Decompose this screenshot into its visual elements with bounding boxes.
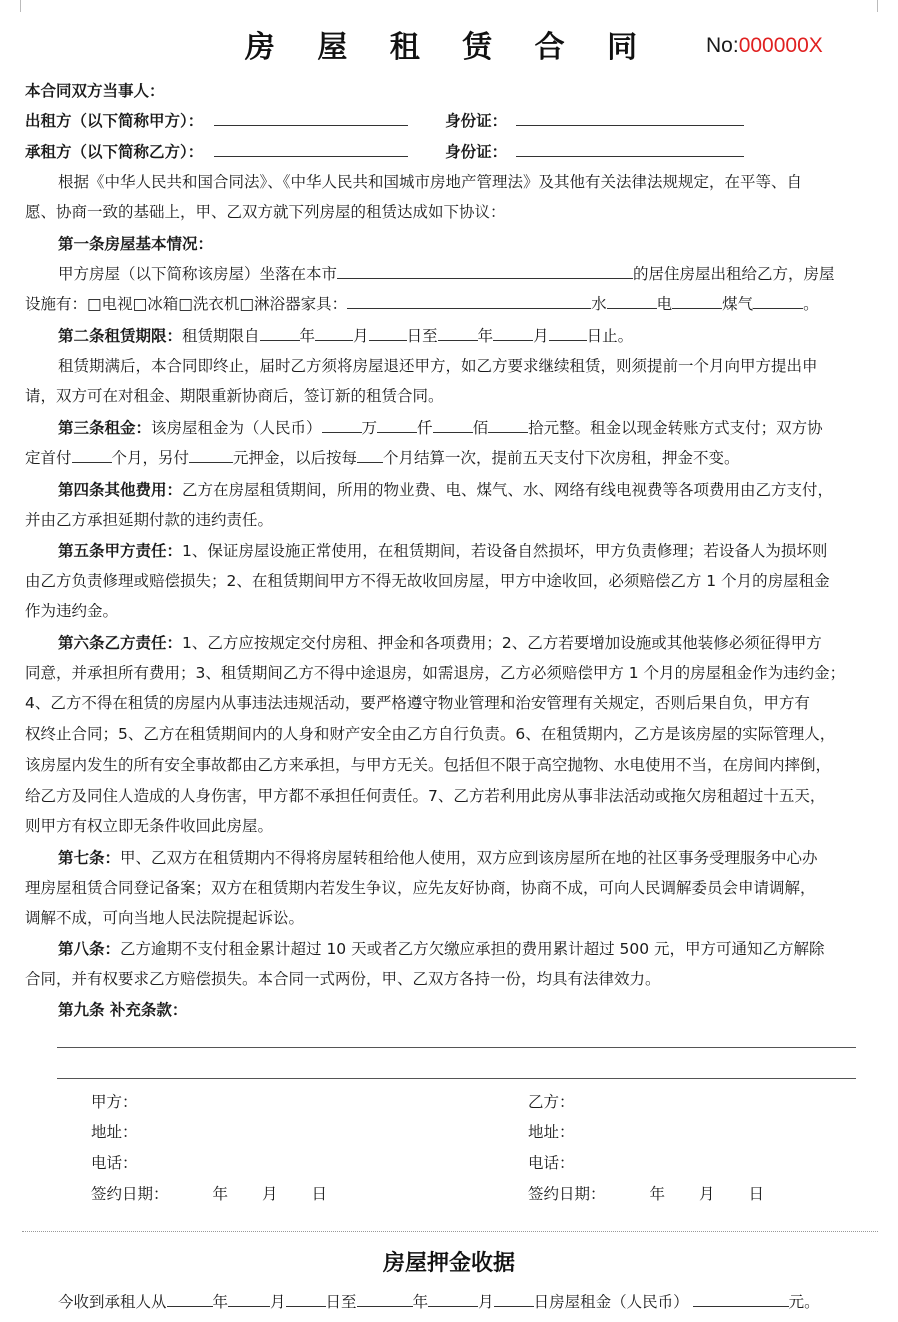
receipt-start-month-blank[interactable] <box>228 1292 270 1307</box>
cut-line <box>22 1231 878 1232</box>
supplement-blank-line[interactable] <box>57 1078 856 1079</box>
party-b-date-row <box>528 1184 764 1204</box>
article6-line: 权终止合同；5、乙方在租赁期间内的人身和财产安全由乙方自行负责。6、在租赁期内，乙方是该房屋的实际管理人， <box>25 725 836 743</box>
article6-line: 4、乙方不得在租赁的房屋内从事违法违规活动，要严格遵守物业管理和治安管理有关规定，否则后果自负，甲方有 <box>25 694 810 712</box>
month-label: 月 <box>533 327 549 345</box>
end-year-blank[interactable] <box>438 326 478 341</box>
year-label: 年 <box>649 1185 666 1203</box>
party-a-label: 甲方： <box>91 1093 138 1111</box>
receipt-title: 房屋押金收据 <box>382 1251 515 1276</box>
article1-text: 甲方房屋（以下简称该房屋）坐落在本市 <box>58 265 338 283</box>
lessor-label: 出租方（以下简称甲方）： <box>25 112 204 130</box>
start-month-blank[interactable] <box>315 326 353 341</box>
article6-line: 则甲方有权立即无条件收回此房屋。 <box>25 817 274 835</box>
qian-label: 仟 <box>417 419 433 437</box>
party-b-address-label: 地址： <box>528 1123 575 1141</box>
article3-text: 拾元整。租金以现金转账方式支付；双方协 <box>528 419 823 437</box>
article6-text: 1、乙方应按规定交付房租、押金和各项费用；2、乙方若要增加设施或其他装修必须征得甲方 <box>182 634 822 652</box>
article7-line: 调解不成，可向当地人民法院提起诉讼。 <box>25 909 305 927</box>
article3-text: 个月结算一次，提前五天支付下次房租，押金不变。 <box>383 449 740 467</box>
article5-line: 作为违约金。 <box>25 602 119 620</box>
article6-line: 给乙方及同住人造成的人身伤害，甲方都不承担任何责任。7、乙方若利用此房从事非法活动或拖欠房租超过十五天， <box>25 787 826 805</box>
article6-line <box>58 633 822 653</box>
wan-label: 万 <box>361 419 378 437</box>
receipt-text: 今收到承租人从 <box>58 1293 167 1311</box>
month-label: 月 <box>478 1293 494 1311</box>
start-day-blank[interactable] <box>369 326 407 341</box>
wan-blank[interactable] <box>322 418 362 433</box>
parties-heading: 本合同双方当事人： <box>25 82 165 100</box>
facilities-text: 设施有：□电视□冰箱□洗衣机□淋浴器家具： <box>25 295 348 313</box>
article2-text: 租赁期限自 <box>182 327 260 345</box>
contract-number <box>706 34 823 58</box>
month-label: 月 <box>353 327 369 345</box>
lessee-id-label: 身份证： <box>445 143 508 161</box>
document-title: 房 屋 租 赁 合 同 <box>244 30 654 65</box>
receipt-start-year-blank[interactable] <box>167 1292 213 1307</box>
receipt-end-month-blank[interactable] <box>428 1292 478 1307</box>
supplement-blank-line[interactable] <box>57 1047 856 1048</box>
party-b-phone-label: 电话： <box>528 1154 575 1172</box>
receipt-end: 元。 <box>788 1293 820 1311</box>
deposit-blank[interactable] <box>189 448 233 463</box>
article6-line: 该房屋内发生的所有安全事故都由乙方来承担，与甲方无关。包括但不限于高空抛物、水电使用不当，在房间内摔倒， <box>25 756 832 774</box>
day-label: 日 <box>311 1185 328 1203</box>
day-label: 日 <box>748 1185 765 1203</box>
first-payment-blank[interactable] <box>72 448 112 463</box>
start-year-blank[interactable] <box>260 326 300 341</box>
article1-heading: 第一条房屋基本情况： <box>58 235 214 253</box>
article8-line <box>58 939 825 959</box>
crop-mark <box>877 0 896 12</box>
month-label: 月 <box>270 1293 286 1311</box>
article7-text: 甲、乙双方在租赁期内不得将房屋转租给他人使用，双方应到该房屋所在地的社区事务受理服务中心办 <box>120 849 818 867</box>
receipt-end-year-blank[interactable] <box>357 1292 413 1307</box>
article3-line <box>58 418 823 438</box>
lessor-id-label: 身份证： <box>445 112 508 130</box>
water-blank[interactable] <box>607 294 657 309</box>
month-label: 月 <box>699 1185 715 1203</box>
article2-heading: 第二条租赁期限： <box>58 327 183 345</box>
qian-blank[interactable] <box>377 418 417 433</box>
lessee-id-blank[interactable] <box>516 142 744 157</box>
electric-blank[interactable] <box>672 294 722 309</box>
article8-heading: 第八条： <box>58 940 121 958</box>
article5-line: 由乙方负责修理或赔偿损失；2、在租赁期间甲方不得无故收回房屋，甲方中途收回，必须赔偿乙方 1 个月的房屋租金 <box>25 572 830 590</box>
article1-line <box>58 264 835 284</box>
article3-text: 该房屋租金为（人民币） <box>151 419 322 437</box>
end-month-blank[interactable] <box>493 326 533 341</box>
gas-blank[interactable] <box>753 294 803 309</box>
article7-line <box>58 848 818 868</box>
year-label: 年 <box>412 1293 429 1311</box>
date-label: 签约日期： <box>91 1185 169 1203</box>
day-to-label: 日至 <box>325 1293 357 1311</box>
article1-line <box>25 294 819 314</box>
receipt-amount-blank[interactable] <box>693 1292 789 1307</box>
article8-line: 合同，并有权要求乙方赔偿损失。本合同一式两份，甲、乙双方各持一份，均具有法律效力。 <box>25 970 661 988</box>
contract-number-value: 000000X <box>738 34 823 57</box>
day-to-label: 日至 <box>406 327 438 345</box>
receipt-start-day-blank[interactable] <box>286 1292 326 1307</box>
article2-line: 请，双方可在对租金、期限重新协商后，签订新的租赁合同。 <box>25 387 444 405</box>
furniture-blank[interactable] <box>347 294 591 309</box>
electric-label: 电 <box>656 295 673 313</box>
receipt-line <box>58 1292 820 1312</box>
bai-label: 佰 <box>472 419 489 437</box>
year-label: 年 <box>299 327 316 345</box>
lessor-name-blank[interactable] <box>214 111 408 126</box>
article8-text: 乙方逾期不支付租金累计超过 10 天或者乙方欠缴应承担的费用累计超过 500 元，甲方可通知乙方解除 <box>120 940 825 958</box>
article9-heading: 第九条 补充条款： <box>58 1001 188 1019</box>
article3-text: 个月，另付 <box>111 449 190 467</box>
day-end-label: 日止。 <box>586 327 634 345</box>
lessee-name-blank[interactable] <box>214 142 408 157</box>
lessor-row <box>25 111 744 131</box>
lessee-row <box>25 142 744 162</box>
gas-label: 煤气 <box>722 295 754 313</box>
cycle-blank[interactable] <box>357 448 383 463</box>
year-label: 年 <box>212 1185 229 1203</box>
receipt-text: 日房屋租金（人民币） <box>533 1293 689 1311</box>
shi-blank[interactable] <box>488 418 528 433</box>
year-label: 年 <box>212 1293 229 1311</box>
article4-heading: 第四条其他费用： <box>58 481 183 499</box>
article5-line <box>58 541 827 561</box>
article7-heading: 第七条： <box>58 849 121 867</box>
address-blank[interactable] <box>337 264 633 279</box>
party-b-label: 乙方： <box>528 1093 575 1111</box>
article5-heading: 第五条甲方责任： <box>58 542 183 560</box>
article3-line <box>25 448 740 468</box>
period: 。 <box>803 295 819 313</box>
article7-line: 理房屋租赁合同登记备案；双方在租赁期内若发生争议，应先友好协商，协商不成，可向人民调解委员会申请调解， <box>25 879 816 897</box>
article3-text: 定首付 <box>25 449 72 467</box>
lessee-label: 承租方（以下简称乙方）： <box>25 143 204 161</box>
end-day-blank[interactable] <box>549 326 587 341</box>
article2-line <box>58 326 633 346</box>
crop-mark <box>2 0 21 12</box>
date-label: 签约日期： <box>528 1185 606 1203</box>
water-label: 水 <box>591 295 607 313</box>
article2-line: 租赁期满后，本合同即终止，届时乙方须将房屋退还甲方，如乙方要求继续租赁，则须提前一个月向甲方提出申 <box>58 357 818 375</box>
intro-line: 根据《中华人民共和国合同法》、《中华人民共和国城市房地产管理法》及其他有关法律法规规定，在平等、自 <box>58 173 803 191</box>
article3-heading: 第三条租金： <box>58 419 152 437</box>
bai-blank[interactable] <box>433 418 473 433</box>
year-label: 年 <box>477 327 494 345</box>
party-a-address-label: 地址： <box>91 1123 138 1141</box>
article4-text: 乙方在房屋租赁期间，所用的物业费、电、煤气、水、网络有线电视费等各项费用由乙方支付， <box>182 481 834 499</box>
article4-line: 并由乙方承担延期付款的违约责任。 <box>25 511 274 529</box>
article1-text: 的居住房屋出租给乙方，房屋 <box>633 265 835 283</box>
article6-heading: 第六条乙方责任： <box>58 634 183 652</box>
party-a-phone-label: 电话： <box>91 1154 138 1172</box>
article5-text: 1、保证房屋设施正常使用，在租赁期间，若设备自然损坏，甲方负责修理；若设备人为损坏则 <box>182 542 828 560</box>
article6-line: 同意，并承担所有费用；3、租赁期间乙方不得中途退房，如需退房，乙方必须赔偿甲方 1 个月的房屋租金作为违约金； <box>25 664 846 682</box>
article4-line <box>58 480 833 500</box>
lessor-id-blank[interactable] <box>516 111 744 126</box>
article3-text: 元押金，以后按每 <box>233 449 358 467</box>
party-a-date-row <box>91 1184 327 1204</box>
intro-line: 愿、协商一致的基础上，甲、乙双方就下列房屋的租赁达成如下协议： <box>25 203 506 221</box>
contract-number-label: No: <box>706 34 739 57</box>
month-label: 月 <box>262 1185 278 1203</box>
receipt-end-day-blank[interactable] <box>494 1292 534 1307</box>
